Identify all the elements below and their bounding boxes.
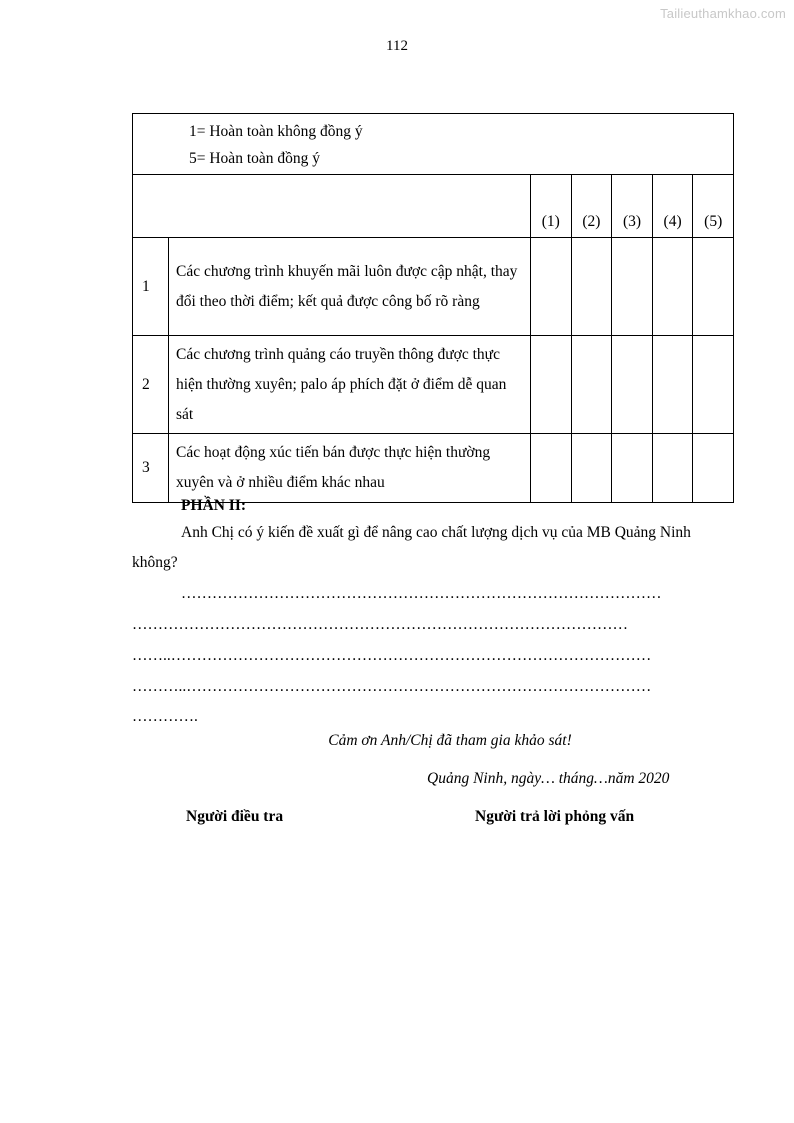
legend-line-1: 1= Hoàn toàn không đồng ý — [189, 123, 363, 140]
answer-line[interactable]: …………………………………………………………………………………… — [132, 616, 628, 633]
answer-line[interactable]: ………..……………………………………………………………………………… — [132, 678, 652, 695]
legend-line-5: 5= Hoàn toàn đồng ý — [189, 150, 321, 167]
rating-cell-3[interactable] — [612, 336, 653, 434]
rating-cell-2[interactable] — [571, 336, 612, 434]
rating-cell-1[interactable] — [531, 336, 572, 434]
row-number: 3 — [133, 434, 169, 503]
scale-header-3: (3) — [612, 175, 653, 238]
answer-line[interactable]: ………………………………………………………………………………… — [181, 585, 662, 602]
rating-cell-3[interactable] — [612, 238, 653, 336]
rating-cell-5[interactable] — [693, 238, 734, 336]
part-heading: PHẦN II: — [181, 497, 247, 514]
table-row — [133, 336, 734, 434]
answer-line[interactable]: …………. — [132, 708, 198, 725]
thanks-note: Cảm ơn Anh/Chị đã tham gia khảo sát! — [328, 732, 572, 749]
row-number: 2 — [133, 336, 169, 434]
date-line: Quảng Ninh, ngày… tháng…năm 2020 — [427, 770, 670, 787]
rating-cell-5[interactable] — [693, 336, 734, 434]
legend-cell — [133, 114, 734, 175]
page-number: 112 — [386, 38, 408, 54]
row-statement: Các chương trình quảng cáo truyền thông được thực hiện thường xuyên; palo áp phích đặt ở điểm dễ quan sát — [169, 336, 531, 434]
row-number: 1 — [133, 238, 169, 336]
legend-row — [133, 114, 734, 175]
scale-header-5: (5) — [693, 175, 734, 238]
scale-header-2: (2) — [571, 175, 612, 238]
rating-cell-4[interactable] — [652, 336, 693, 434]
scale-header-4: (4) — [652, 175, 693, 238]
rating-cell-2[interactable] — [571, 238, 612, 336]
scale-header-row — [133, 175, 734, 238]
answer-line[interactable]: ……..………………………………………………………………………………… — [132, 647, 652, 664]
row-statement: Các hoạt động xúc tiến bán được thực hiện thường xuyên và ở nhiều điểm khác nhau — [169, 434, 531, 503]
watermark-text: Tailieuthamkhao.com — [660, 6, 786, 21]
table-row — [133, 238, 734, 336]
survey-table — [132, 113, 734, 503]
scale-header-1: (1) — [531, 175, 572, 238]
respondent-signature-label: Người trả lời phỏng vấn — [475, 808, 635, 825]
rating-cell-1[interactable] — [531, 238, 572, 336]
open-question: Anh Chị có ý kiến đề xuất gì để nâng cao chất lượng dịch vụ của MB Quảng Ninh không? — [132, 524, 691, 571]
interviewer-signature-label: Người điều tra — [186, 808, 284, 825]
rating-cell-4[interactable] — [652, 238, 693, 336]
row-statement: Các chương trình khuyến mãi luôn được cập nhật, thay đổi theo thời điểm; kết quả được công bố rõ ràng — [169, 238, 531, 336]
scale-header-blank — [133, 175, 531, 238]
